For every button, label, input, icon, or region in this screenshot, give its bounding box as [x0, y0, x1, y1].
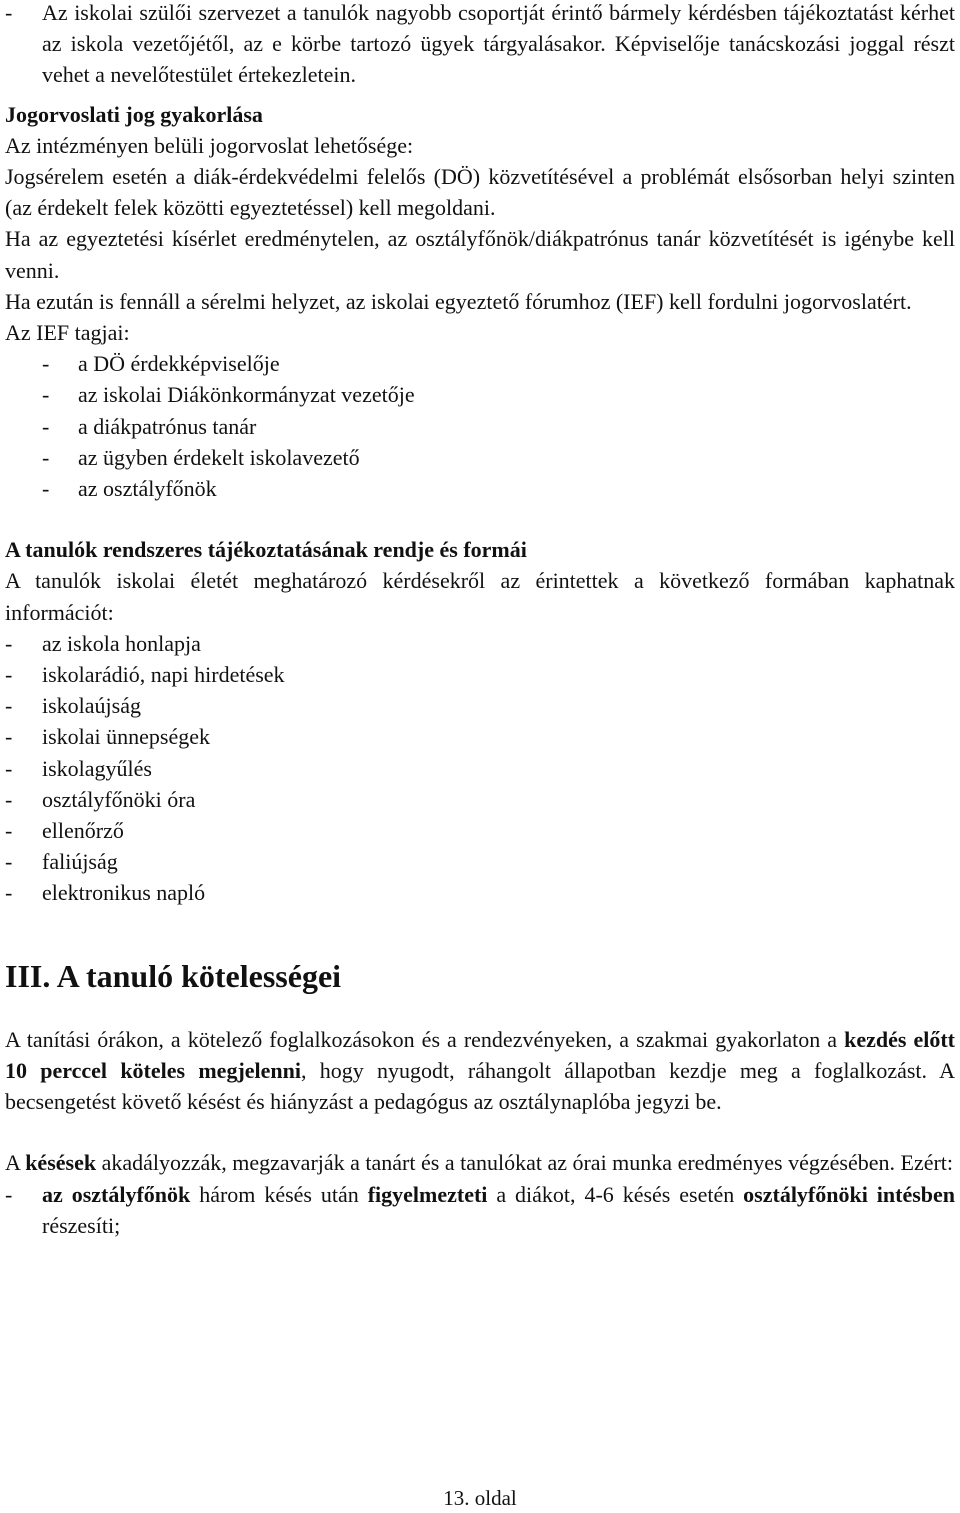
emphasis-text: az osztályfőnök — [42, 1181, 191, 1207]
page-number: 13. oldal — [443, 1486, 517, 1510]
list-item-text: az osztályfőnök — [78, 476, 217, 502]
list-item-text: az ügyben érdekelt iskolavezető — [78, 444, 360, 470]
dash-marker: - — [5, 1181, 13, 1207]
list-item — [42, 379, 955, 410]
list-item — [5, 877, 955, 908]
remedy-paragraph-2: Ha az egyeztetési kísérlet eredménytelen, az osztályfőnök/diákpatrónus tanár közvetítését is igénybe kell venni. — [5, 226, 955, 283]
list-item — [42, 411, 955, 442]
list-item — [5, 815, 955, 846]
list-item-text: iskolai ünnepségek — [42, 724, 211, 750]
list-item-text: faliújság — [42, 849, 118, 875]
dash-marker: - — [5, 849, 13, 875]
list-item — [5, 690, 955, 721]
info-heading: A tanulók rendszeres tájékoztatásának rendje és formái — [5, 537, 527, 563]
list-item-text: iskolarádió, napi hirdetések — [42, 662, 285, 688]
text-run: A tanítási órákon, a kötelező foglalkozásokon és a rendezvényeken, a szakmai gyakorlaton a — [5, 1026, 845, 1052]
dash-marker: - — [5, 755, 13, 781]
list-item — [42, 442, 955, 473]
dash-marker: - — [5, 662, 13, 688]
list-item — [5, 628, 955, 659]
remedy-paragraph-3: Ha ezután is fennáll a sérelmi helyzet, az iskolai egyeztető fórumhoz (IEF) kell fordulni jogorvoslatért. — [5, 288, 912, 314]
dash-marker: - — [5, 693, 13, 719]
emphasis-text: késések — [25, 1150, 97, 1176]
chapter-title: III. A tanuló kötelességei — [5, 957, 342, 994]
list-item — [5, 846, 955, 877]
list-item — [5, 659, 955, 690]
list-item-text: osztályfőnöki óra — [42, 786, 196, 812]
list-item-text: az iskolai Diákönkormányzat vezetője — [78, 382, 415, 408]
list-item-text: iskolagyűlés — [42, 755, 152, 781]
dash-marker: - — [42, 351, 50, 377]
emphasis-text: kezdés előtt 10 perccel köteles megjelenni — [5, 1026, 955, 1083]
text-run: , hogy nyugodt, ráhangolt állapotban kezdje meg a foglalkozást. A becsengetést követő késést és hiányzást a pedagógus az osztálynaplóba jegyzi be. — [5, 1057, 955, 1115]
dash-marker: - — [5, 630, 13, 656]
lateness-rule-text — [42, 1179, 955, 1241]
list-item — [42, 473, 955, 504]
duties-paragraph-2 — [5, 1147, 955, 1178]
dash-marker: - — [5, 786, 13, 812]
text-run: akadályozzák, megzavarják a tanárt és a tanulókat az órai munka eredményes végzésében. Ezért: — [96, 1150, 954, 1176]
dash-marker: - — [42, 382, 50, 408]
list-item — [5, 721, 955, 752]
dash-marker: - — [5, 724, 13, 750]
list-item-text: iskolaújság — [42, 693, 141, 719]
emphasis-text: figyelmezteti — [367, 1181, 488, 1207]
info-list — [5, 628, 955, 909]
dash-marker: - — [5, 0, 13, 25]
intro-bullet — [5, 0, 955, 91]
duties-paragraph-1 — [5, 1024, 955, 1118]
intro-bullet-text: Az iskolai szülői szervezet a tanulók nagyobb csoportját érintő bármely kérdésben tájékoztatást kérhet az iskola vezetőjétől, az e körbe tartozó ügyek tárgyalásakor. Képviselője tanácskozási joggal részt vehet a nevelőtestület értekezletein. — [42, 0, 955, 88]
dash-marker: - — [5, 880, 13, 906]
lateness-rule-item — [5, 1179, 955, 1241]
list-item-text: az iskola honlapja — [42, 630, 201, 656]
list-item — [5, 784, 955, 815]
list-item-text: elektronikus napló — [42, 880, 206, 906]
document-page — [5, 0, 955, 1241]
list-item — [42, 348, 955, 379]
list-item-text: ellenőrző — [42, 818, 124, 844]
dash-marker: - — [42, 413, 50, 439]
list-item — [5, 753, 955, 784]
members-list — [5, 348, 955, 504]
dash-marker: - — [42, 444, 50, 470]
list-item-text: a diákpatrónus tanár — [78, 413, 257, 439]
text-run: részesíti; — [42, 1212, 121, 1238]
remedy-paragraph-1: Jogsérelem esetén a diák-érdekvédelmi felelős (DÖ) közvetítésével a problémát elsősorban helyi szinten (az érdekelt felek közötti egyeztetéssel) kell megoldani. — [5, 164, 955, 221]
remedy-subtitle: Az intézményen belüli jogorvoslat lehetősége: — [5, 132, 414, 158]
dash-marker: - — [42, 476, 50, 502]
dash-marker: - — [5, 818, 13, 844]
text-run: A — [5, 1150, 26, 1176]
remedy-heading: Jogorvoslati jog gyakorlása — [5, 101, 263, 127]
text-run: a diákot, 4-6 késés esetén — [487, 1181, 744, 1207]
emphasis-text: osztályfőnöki intésben — [743, 1181, 956, 1207]
info-intro: A tanulók iskolai életét meghatározó kérdésekről az érintettek a következő formában kaphatnak információt: — [5, 568, 955, 625]
list-item-text: a DÖ érdekképviselője — [78, 351, 280, 377]
text-run: három késés után — [190, 1181, 368, 1207]
members-title: Az IEF tagjai: — [5, 320, 130, 346]
